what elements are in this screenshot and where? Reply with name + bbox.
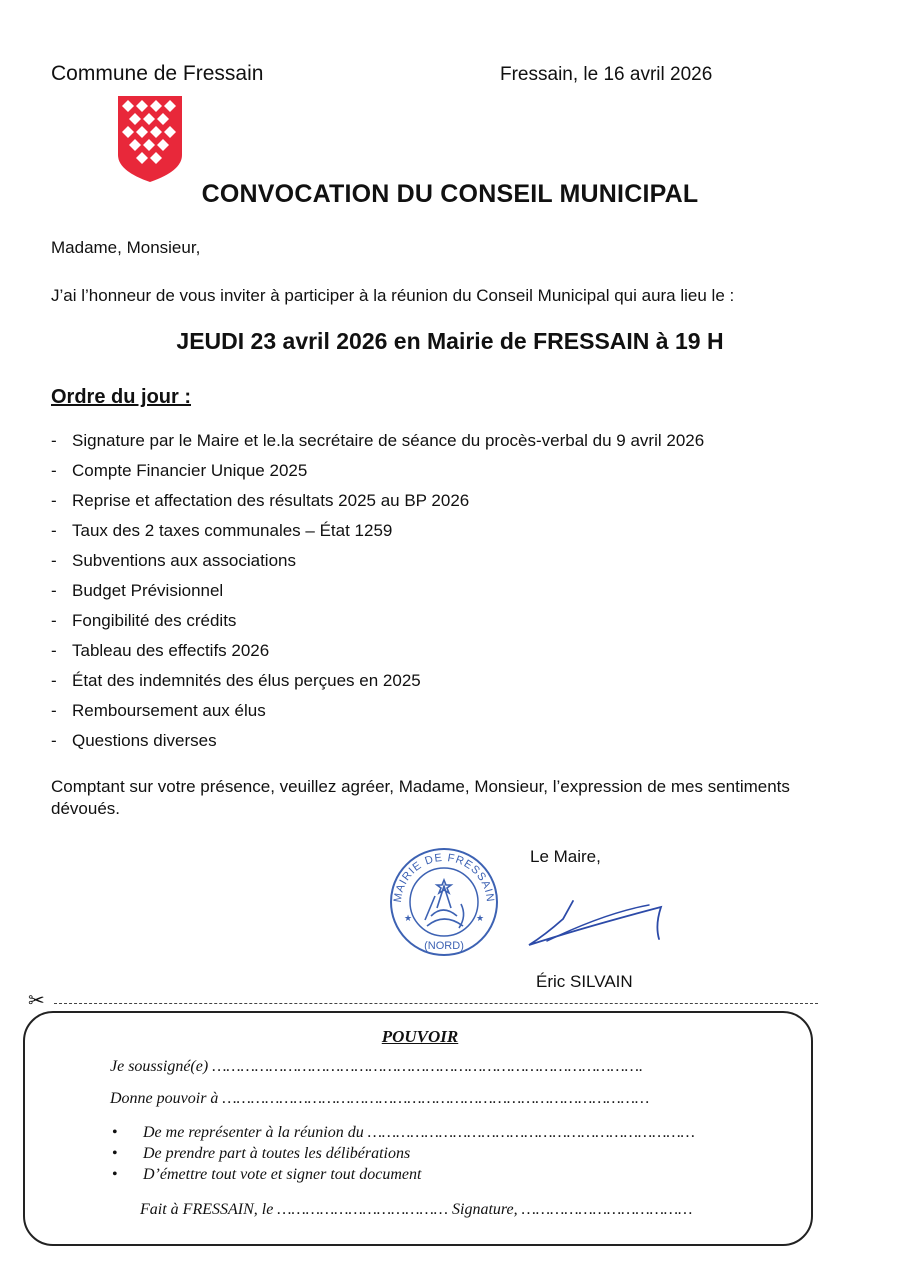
document-title: CONVOCATION DU CONSEIL MUNICIPAL <box>201 180 699 208</box>
soussigne-field[interactable]: Je soussigné(e) ………………………………………………………………………………. <box>110 1058 643 1075</box>
greeting: Madame, Monsieur, <box>51 238 201 257</box>
fait-signature-field[interactable]: Fait à FRESSAIN, le ……………………………… Signature, ……………………………… <box>140 1201 693 1218</box>
agenda-item: - Reprise et affectation des résultats 2025 au BP 2026 <box>51 491 470 510</box>
signatory-name: Éric SILVAIN <box>536 972 633 991</box>
pouvoir-option: • D’émettre tout vote et signer tout document <box>112 1166 422 1183</box>
donne-pouvoir-field[interactable]: Donne pouvoir à ……………………………………………………………………………… <box>110 1090 650 1107</box>
svg-text:★: ★ <box>476 913 485 923</box>
letter-date: Fressain, le 16 avril 2026 <box>500 64 713 85</box>
coat-of-arms-icon <box>117 95 183 183</box>
agenda-item: - Taux des 2 taxes communales – État 1259 <box>51 521 393 540</box>
meeting-datetime: JEUDI 23 avril 2026 en Mairie de FRESSAIN à 19 H <box>176 328 724 354</box>
agenda-item: - État des indemnités des élus perçues en 2025 <box>51 671 421 690</box>
intro-text: J’ai l’honneur de vous inviter à participer à la réunion du Conseil Municipal qui aura lieu le : <box>51 286 735 305</box>
agenda-item: - Questions diverses <box>51 731 217 750</box>
pouvoir-option: • De prendre part à toutes les délibérations <box>112 1145 411 1162</box>
agenda-item: - Signature par le Maire et le.la secrétaire de séance du procès-verbal du 9 avril 2026 <box>51 431 705 450</box>
pouvoir-option: • De me représenter à la réunion du …………………………………………………………… <box>112 1124 695 1141</box>
cut-line <box>54 1003 818 1004</box>
svg-text:MAIRIE DE FRESSAIN <box>392 852 496 903</box>
agenda-title: Ordre du jour : <box>51 386 191 408</box>
agenda-list <box>51 428 704 758</box>
scissors-icon: ✂ <box>28 990 45 1012</box>
agenda-item: - Tableau des effectifs 2026 <box>51 641 270 660</box>
handwritten-signature <box>525 895 670 950</box>
commune-name: Commune de Fressain <box>51 62 264 85</box>
mairie-stamp-icon <box>387 846 501 958</box>
svg-text:★: ★ <box>404 913 413 923</box>
agenda-item: - Compte Financier Unique 2025 <box>51 461 308 480</box>
pouvoir-title: POUVOIR <box>381 1027 459 1046</box>
closing-text: Comptant sur votre présence, veuillez agréer, Madame, Monsieur, l’expression de mes sentiments dévoués. <box>51 777 790 818</box>
stamp-text-bottom: (NORD) <box>424 940 464 952</box>
agenda-item: - Subventions aux associations <box>51 551 296 570</box>
agenda-item: - Remboursement aux élus <box>51 701 266 720</box>
agenda-item: - Budget Prévisionnel <box>51 581 224 600</box>
stamp-text-top: MAIRIE DE FRESSAIN <box>391 851 497 904</box>
agenda-item: - Fongibilité des crédits <box>51 611 237 630</box>
signatory-role: Le Maire, <box>530 847 601 866</box>
